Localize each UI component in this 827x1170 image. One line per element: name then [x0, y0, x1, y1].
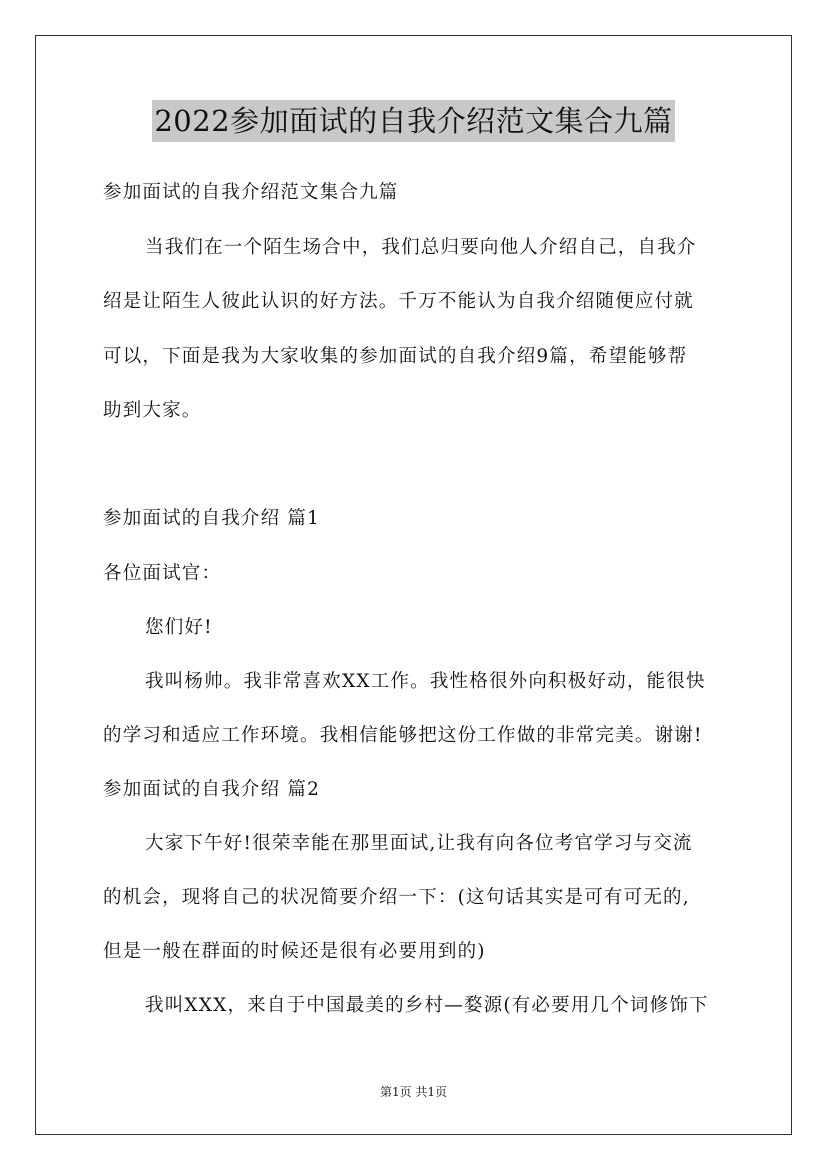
paragraph-line: 我叫杨帅。我非常喜欢XX工作。我性格很外向积极好动，能很快	[145, 671, 706, 692]
title-wrapper	[0, 100, 827, 142]
page-footer: 第1页 共1页	[379, 1085, 448, 1099]
salutation-line: 各位面试官：	[103, 563, 222, 584]
section-heading: 参加面试的自我介绍 篇2	[103, 779, 321, 800]
paragraph-line: 的机会，现将自己的状况简要介绍一下：(这句话其实是可有可无的,	[103, 887, 690, 908]
section-heading: 参加面试的自我介绍 篇1	[103, 508, 321, 529]
paragraph-line: 当我们在一个陌生场合中，我们总归要向他人介绍自己，自我介	[145, 237, 697, 258]
paragraph-line: 大家下午好!很荣幸能在那里面试,让我有向各位考官学习与交流	[145, 833, 693, 854]
paragraph-line: 助到大家。	[103, 400, 202, 421]
greeting-line: 您们好!	[145, 617, 213, 638]
paragraph-line: 但是一般在群面的时候还是很有必要用到的)	[103, 941, 486, 962]
subtitle-line: 参加面试的自我介绍范文集合九篇	[103, 182, 399, 203]
paragraph-line: 可以，下面是我为大家收集的参加面试的自我介绍9篇，希望能够帮	[103, 346, 688, 367]
paragraph-line: 绍是让陌生人彼此认识的好方法。千万不能认为自我介绍随便应付就	[103, 291, 695, 312]
paragraph-line: 的学习和适应工作环境。我相信能够把这份工作做的非常完美。谢谢!	[103, 725, 703, 746]
document-title: 2022参加面试的自我介绍范文集合九篇	[152, 100, 674, 142]
paragraph-line: 我叫XXX，来自于中国最美的乡村—婺源(有必要用几个词修饰下	[145, 995, 709, 1016]
